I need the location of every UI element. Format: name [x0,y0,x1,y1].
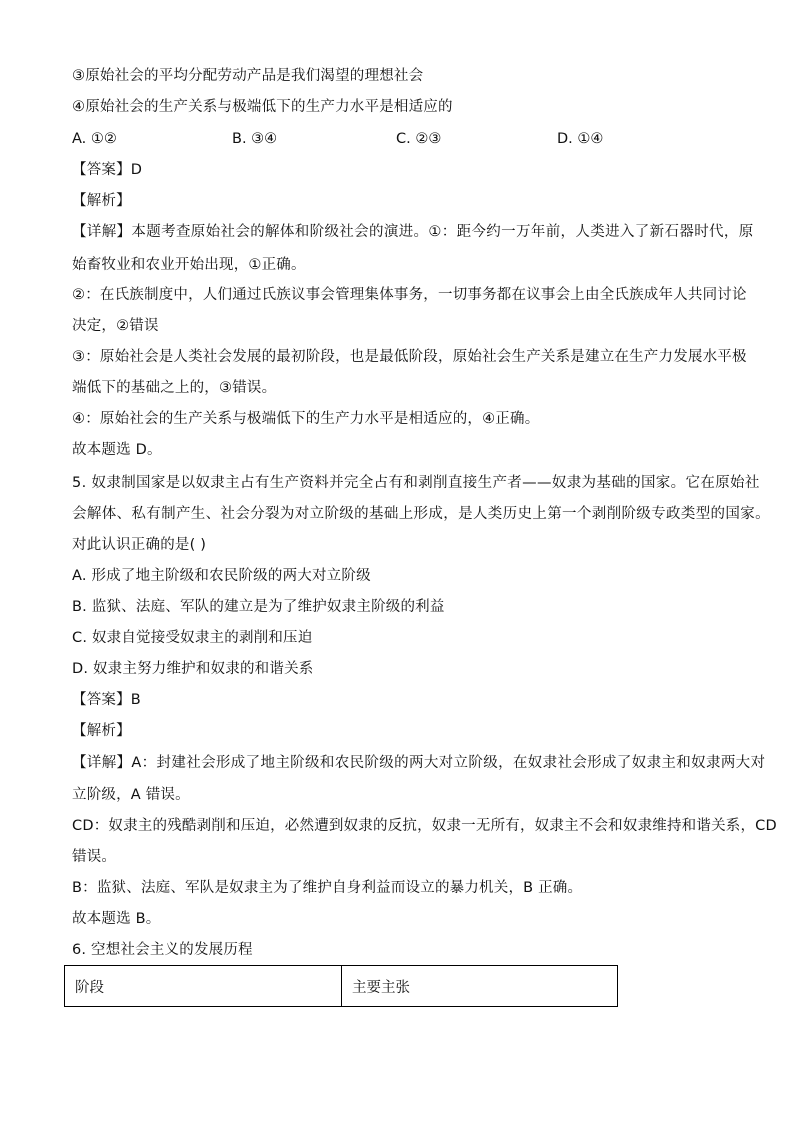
table-header-main-ideas: 主要主张 [352,979,410,996]
question-5-option-c: C. 奴隶自觉接受奴隶主的剥削和压迫 [72,630,313,646]
conclusion-line: 故本题选 B。 [72,911,161,927]
detail-line: B：监狱、法庭、军队是奴隶主为了维护自身利益而设立的暴力机关，B 正确。 [72,880,583,896]
statement-4: ④原始社会的生产关系与极端低下的生产力水平是相适应的 [72,99,453,115]
question-5-option-a: A. 形成了地主阶级和农民阶级的两大对立阶级 [72,568,371,584]
detail-line: 立阶级，A 错误。 [72,787,190,803]
detail-line: 决定，②错误 [72,318,159,334]
option-b: B. ③④ [232,131,278,147]
option-a: A. ①② [72,131,117,147]
detail-line: 错误。 [72,849,117,865]
option-c: C. ②③ [396,131,442,147]
answer-label: 【答案】D [72,162,143,178]
analysis-label: 【解析】 [72,193,131,209]
option-d: D. ①④ [557,131,604,147]
conclusion-line: 故本题选 D。 [72,442,162,458]
detail-line: 始畜牧业和农业开始出现，①正确。 [72,257,306,273]
question-5-stem: 对此认识正确的是( ) [72,537,207,553]
question-5-option-b: B. 监狱、法庭、军队的建立是为了维护奴隶主阶级的利益 [72,599,445,615]
question-5-stem: 会解体、私有制产生、社会分裂为对立阶级的基础上形成，是人类历史上第一个剥削阶级专政类型的国家。 [72,506,770,522]
detail-line: 【详解】本题考查原始社会的解体和阶级社会的演进。①：距今约一万年前，人类进入了新石器时代，原 [72,224,754,240]
question-5-option-d: D. 奴隶主努力维护和奴隶的和谐关系 [72,661,314,677]
stages-table [64,965,618,1007]
statement-3: ③原始社会的平均分配劳动产品是我们渴望的理想社会 [72,68,424,84]
detail-line: ④：原始社会的生产关系与极端低下的生产力水平是相适应的，④正确。 [72,411,540,427]
table-header-stage: 阶段 [65,966,342,1006]
detail-line: 端低下的基础之上的，③错误。 [72,380,277,396]
answer-label: 【答案】B [72,692,141,708]
analysis-label: 【解析】 [72,723,131,739]
detail-line: ③：原始社会是人类社会发展的最初阶段，也是最低阶段，原始社会生产关系是建立在生产力发展水平极 [72,349,747,365]
detail-line: 【详解】A：封建社会形成了地主阶级和农民阶级的两大对立阶级，在奴隶社会形成了奴隶主和奴隶两大对 [72,755,766,771]
question-6-stem: 6. 空想社会主义的发展历程 [72,942,253,958]
question-5-stem: 5. 奴隶制国家是以奴隶主占有生产资料并完全占有和剥削直接生产者——奴隶为基础的国家。它在原始社 [72,475,760,491]
detail-line: CD：奴隶主的残酷剥削和压迫，必然遭到奴隶的反抗，奴隶一无所有，奴隶主不会和奴隶维持和谐关系，CD [72,818,777,834]
detail-line: ②：在氏族制度中，人们通过氏族议事会管理集体事务，一切事务都在议事会上由全氏族成年人共同讨论 [72,287,747,303]
